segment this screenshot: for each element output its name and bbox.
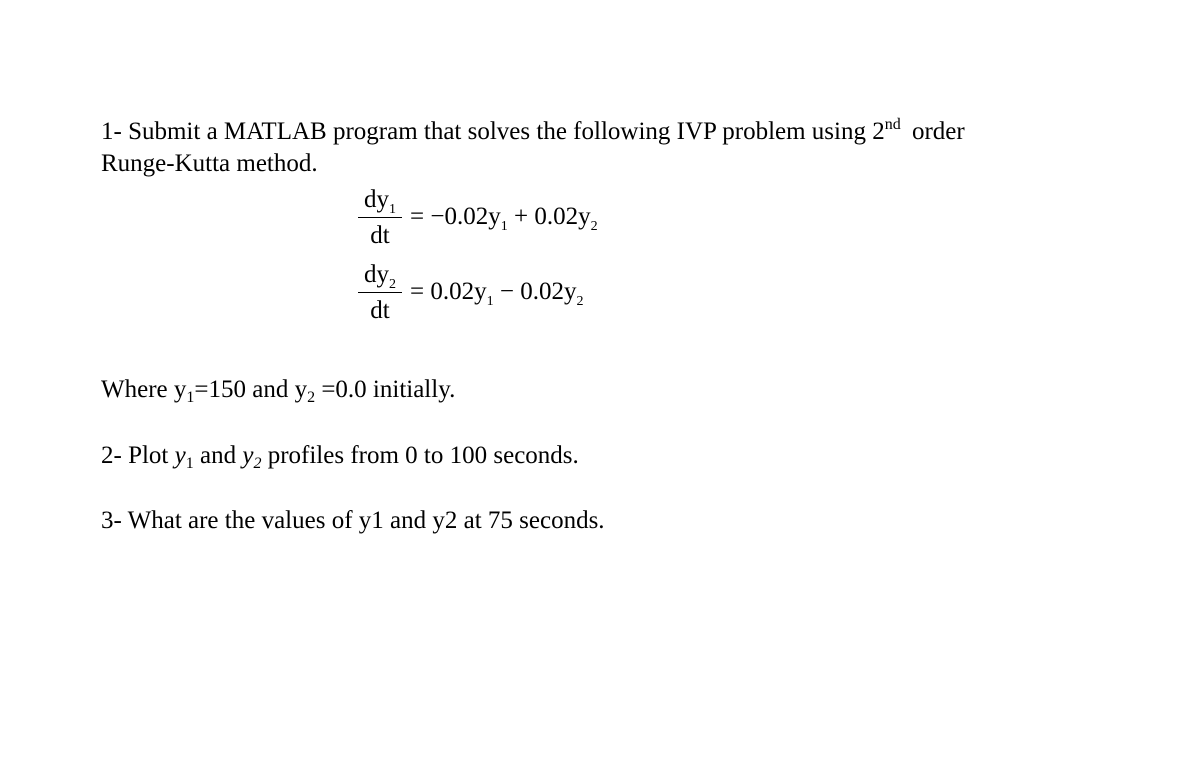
question-1-line-2: Runge-Kutta method. [101, 150, 318, 177]
initial-conditions: Where $y_1=150$ and $y_2 =0.0$ initially. [101, 376, 456, 406]
equation-2 [358, 259, 583, 327]
fraction-denominator: dt [370, 297, 390, 324]
equation-2-rhs: = $0.02y_1 - 0.02y_2$ [410, 277, 584, 309]
ordinal-superscript: nd [884, 116, 901, 133]
equation-1-rhs: = $-0.02y_1 + 0.02y_2$ [410, 202, 598, 234]
fraction-denominator: dt [370, 222, 390, 249]
question-2: 2- Plot $y_1$ and $y_2$ profiles from 0 to 100 seconds. [101, 442, 579, 472]
question-1 [101, 116, 965, 180]
question-1-suffix: order [905, 118, 965, 145]
equation-1 [358, 184, 598, 252]
derivative-fraction-1 [358, 184, 402, 252]
fraction-numerator: $dy_1$ [364, 186, 396, 217]
fraction-numerator: $dy_2$ [364, 261, 396, 292]
derivative-fraction-2 [358, 259, 402, 327]
question-3: 3- What are the values of y1 and y2 at 75 seconds. [101, 507, 605, 534]
question-1-text: 1- Submit a MATLAB program that solves the following IVP problem using 2 [101, 118, 885, 145]
